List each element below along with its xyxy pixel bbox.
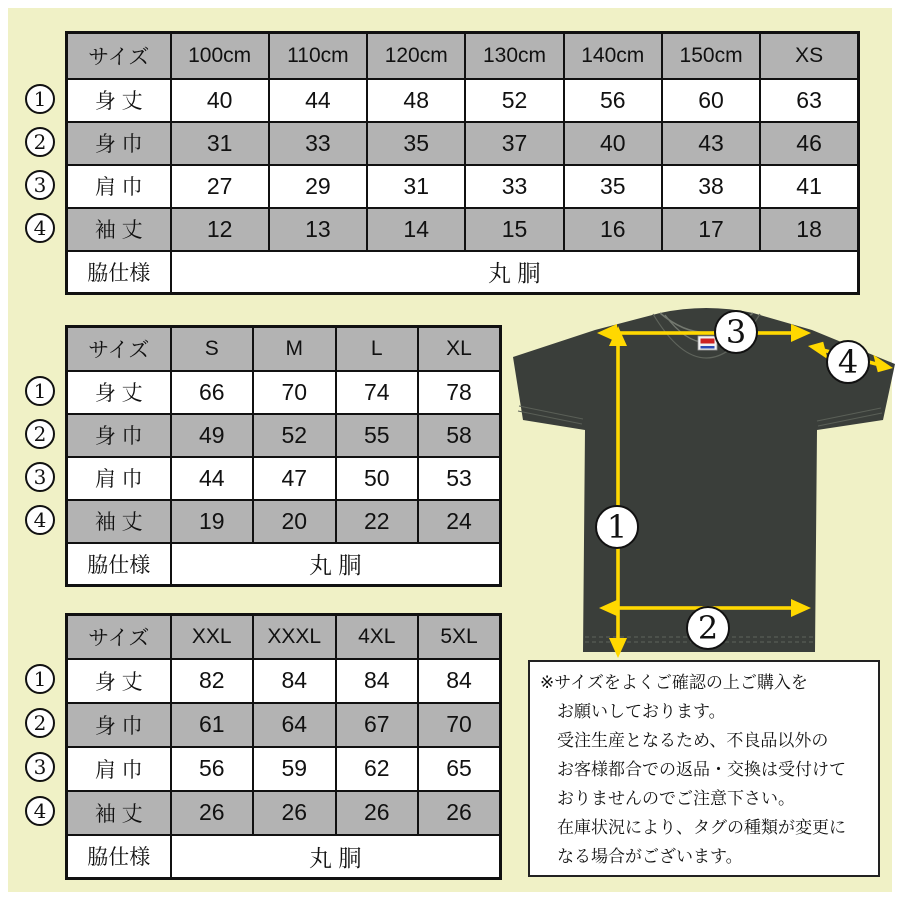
size-column-header: 5XL — [418, 615, 501, 659]
size-column-header: XXXL — [253, 615, 336, 659]
size-table-header-row — [67, 615, 501, 659]
measure-value: 52 — [465, 79, 563, 122]
size-column-header: 100cm — [171, 33, 269, 79]
size-table-row — [67, 791, 501, 835]
size-column-header: XXL — [171, 615, 254, 659]
size-table-row — [67, 208, 859, 251]
measure-value: 46 — [760, 122, 858, 165]
measure-value: 26 — [418, 791, 501, 835]
size-table-row — [67, 747, 501, 791]
measure-value: 48 — [367, 79, 465, 122]
measure-value: 20 — [253, 500, 336, 543]
measure-value: 82 — [171, 659, 254, 703]
size-table-header-row — [67, 33, 859, 79]
measure-label: 身 巾 — [67, 122, 171, 165]
side-spec-row — [67, 543, 501, 586]
measure-value: 41 — [760, 165, 858, 208]
measure-value: 12 — [171, 208, 269, 251]
row-marker-circle: 1 — [25, 664, 55, 694]
notice-line: おりませんのでご注意下さい。 — [557, 789, 795, 808]
row-marker-circle: 2 — [25, 708, 55, 738]
row-marker-circle: 1 — [25, 376, 55, 406]
measure-label: 身 丈 — [67, 79, 171, 122]
measure-value: 37 — [465, 122, 563, 165]
measure-value: 63 — [760, 79, 858, 122]
measure-value: 17 — [662, 208, 760, 251]
measure-label: 袖 丈 — [67, 500, 171, 543]
svg-text:4: 4 — [837, 343, 859, 381]
size-table-xxl-5xl — [65, 613, 502, 880]
size-table-row — [67, 414, 501, 457]
row-marker-circle: 4 — [25, 213, 55, 243]
measure-label: 身 丈 — [67, 659, 171, 703]
size-table-header-row — [67, 327, 501, 371]
size-column-header: 130cm — [465, 33, 563, 79]
measure-value: 62 — [336, 747, 419, 791]
measure-value: 49 — [171, 414, 254, 457]
measure-value: 84 — [418, 659, 501, 703]
measure-value: 13 — [269, 208, 367, 251]
size-column-header: 140cm — [564, 33, 662, 79]
notice-line: なる場合がございます。 — [557, 847, 743, 866]
measure-value: 19 — [171, 500, 254, 543]
figure-marker-3 — [715, 311, 757, 353]
side-spec-value: 丸 胴 — [171, 543, 501, 586]
measure-value: 60 — [662, 79, 760, 122]
side-spec-row — [67, 835, 501, 879]
size-table-row — [67, 500, 501, 543]
size-table-row — [67, 165, 859, 208]
measure-label: 身 巾 — [67, 414, 171, 457]
measure-value: 70 — [418, 703, 501, 747]
measure-value: 33 — [269, 122, 367, 165]
measure-value: 29 — [269, 165, 367, 208]
measure-value: 31 — [367, 165, 465, 208]
side-spec-label: 脇仕様 — [67, 251, 171, 294]
notice-line: 受注生産となるため、不良品以外の — [557, 731, 829, 750]
size-table-row — [67, 703, 501, 747]
measure-value: 67 — [336, 703, 419, 747]
size-header-label: サイズ — [67, 327, 171, 371]
row-marker-circle: 4 — [25, 505, 55, 535]
size-column-header: XL — [418, 327, 501, 371]
measure-value: 40 — [171, 79, 269, 122]
measure-value: 56 — [171, 747, 254, 791]
measure-value: 56 — [564, 79, 662, 122]
row-marker-circle: 3 — [25, 752, 55, 782]
measure-label: 肩 巾 — [67, 457, 171, 500]
side-spec-value: 丸 胴 — [171, 835, 501, 879]
measure-value: 74 — [336, 371, 419, 414]
measure-value: 47 — [253, 457, 336, 500]
measure-label: 身 巾 — [67, 703, 171, 747]
measure-value: 26 — [336, 791, 419, 835]
notice-line: お客様都合での返品・交換は受付けて — [557, 760, 846, 779]
measure-value: 35 — [564, 165, 662, 208]
row-marker-circle: 3 — [25, 462, 55, 492]
size-table-row — [67, 457, 501, 500]
measure-value: 55 — [336, 414, 419, 457]
measure-value: 15 — [465, 208, 563, 251]
size-column-header: 120cm — [367, 33, 465, 79]
measure-value: 78 — [418, 371, 501, 414]
neck-tag — [698, 336, 717, 350]
measure-value: 26 — [171, 791, 254, 835]
size-column-header: 110cm — [269, 33, 367, 79]
measure-label: 袖 丈 — [67, 791, 171, 835]
side-spec-label: 脇仕様 — [67, 543, 171, 586]
measure-value: 33 — [465, 165, 563, 208]
measure-value: 18 — [760, 208, 858, 251]
size-header-label: サイズ — [67, 615, 171, 659]
size-table-kids — [65, 31, 860, 295]
measure-value: 27 — [171, 165, 269, 208]
measure-value: 64 — [253, 703, 336, 747]
measure-label: 袖 丈 — [67, 208, 171, 251]
measure-value: 61 — [171, 703, 254, 747]
size-column-header: S — [171, 327, 254, 371]
measure-value: 22 — [336, 500, 419, 543]
notice-line: 在庫状況により、タグの種類が変更に — [557, 818, 846, 837]
size-table-row — [67, 122, 859, 165]
row-marker-circle: 3 — [25, 170, 55, 200]
measure-value: 26 — [253, 791, 336, 835]
purchase-notice-box — [528, 660, 880, 877]
measure-value: 31 — [171, 122, 269, 165]
measure-value: 65 — [418, 747, 501, 791]
svg-text:2: 2 — [697, 609, 719, 647]
side-spec-value: 丸 胴 — [171, 251, 859, 294]
measure-value: 84 — [336, 659, 419, 703]
size-column-header: 150cm — [662, 33, 760, 79]
measure-value: 70 — [253, 371, 336, 414]
measure-label: 肩 巾 — [67, 165, 171, 208]
svg-text:3: 3 — [725, 313, 747, 351]
row-marker-circle: 2 — [25, 127, 55, 157]
size-column-header: 4XL — [336, 615, 419, 659]
measure-value: 44 — [269, 79, 367, 122]
measure-value: 50 — [336, 457, 419, 500]
measure-value: 58 — [418, 414, 501, 457]
measure-value: 66 — [171, 371, 254, 414]
measure-label: 肩 巾 — [67, 747, 171, 791]
measure-value: 84 — [253, 659, 336, 703]
notice-line: ※サイズをよくご確認の上ご購入を — [540, 673, 808, 692]
measure-value: 24 — [418, 500, 501, 543]
size-table-s-xl — [65, 325, 502, 587]
notice-line: お願いしております。 — [557, 702, 726, 721]
tshirt-measure-diagram — [505, 300, 895, 660]
measure-value: 43 — [662, 122, 760, 165]
row-marker-circle: 4 — [25, 796, 55, 826]
measure-value: 53 — [418, 457, 501, 500]
measure-label: 身 丈 — [67, 371, 171, 414]
measure-value: 59 — [253, 747, 336, 791]
size-header-label: サイズ — [67, 33, 171, 79]
size-column-header: XS — [760, 33, 858, 79]
size-column-header: M — [253, 327, 336, 371]
measure-value: 16 — [564, 208, 662, 251]
row-marker-circle: 2 — [25, 419, 55, 449]
size-column-header: L — [336, 327, 419, 371]
measure-value: 52 — [253, 414, 336, 457]
row-marker-circle: 1 — [25, 84, 55, 114]
figure-marker-4 — [827, 341, 869, 383]
side-spec-label: 脇仕様 — [67, 835, 171, 879]
measure-value: 14 — [367, 208, 465, 251]
size-table-row — [67, 371, 501, 414]
svg-text:1: 1 — [606, 508, 628, 546]
figure-marker-2 — [687, 607, 729, 649]
measure-value: 38 — [662, 165, 760, 208]
side-spec-row — [67, 251, 859, 294]
measure-value: 40 — [564, 122, 662, 165]
size-table-row — [67, 79, 859, 122]
measure-value: 35 — [367, 122, 465, 165]
measure-value: 44 — [171, 457, 254, 500]
figure-marker-1 — [596, 506, 638, 548]
size-table-row — [67, 659, 501, 703]
